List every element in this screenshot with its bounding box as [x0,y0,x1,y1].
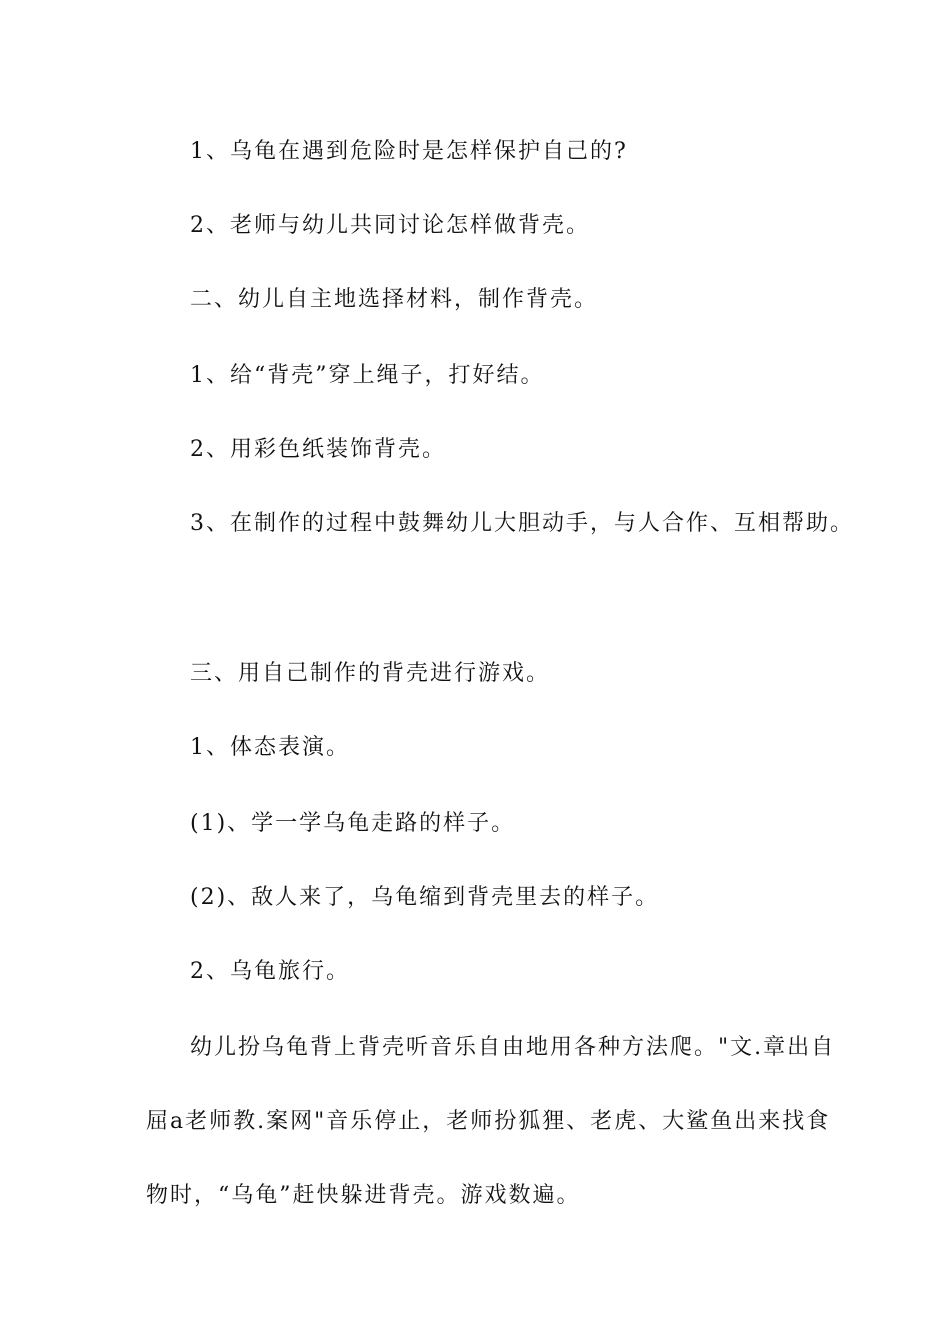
paragraph-line: 屈a老师教.案网"音乐停止，老师扮狐狸、老虎、大鲨鱼出来找食 [146,1109,831,1134]
section-heading: 二、幼儿自主地选择材料，制作背壳。 [190,287,599,312]
paragraph-line: 3、在制作的过程中鼓舞幼儿大胆动手，与人合作、互相帮助。 [190,511,854,536]
paragraph-line: 1、给“背壳”穿上绳子，打好结。 [190,363,545,388]
paragraph-line: (2)、敌人来了，乌龟缩到背壳里去的样子。 [190,885,660,910]
paragraph-line: 2、老师与幼儿共同讨论怎样做背壳。 [190,213,590,238]
paragraph-line: 幼儿扮乌龟背上背壳听音乐自由地用各种方法爬。"文.章出自 [190,1035,836,1060]
paragraph-line: 1、体态表演。 [190,735,350,760]
paragraph-line: 1、乌龟在遇到危险时是怎样保护自己的? [190,139,628,164]
paragraph-line: (1)、学一学乌龟走路的样子。 [190,811,516,836]
section-heading: 三、用自己制作的背壳进行游戏。 [190,661,551,686]
paragraph-line: 物时，“乌龟”赶快躲进背壳。游戏数遍。 [146,1183,581,1208]
paragraph-line: 2、用彩色纸装饰背壳。 [190,437,446,462]
paragraph-line: 2、乌龟旅行。 [190,959,350,984]
